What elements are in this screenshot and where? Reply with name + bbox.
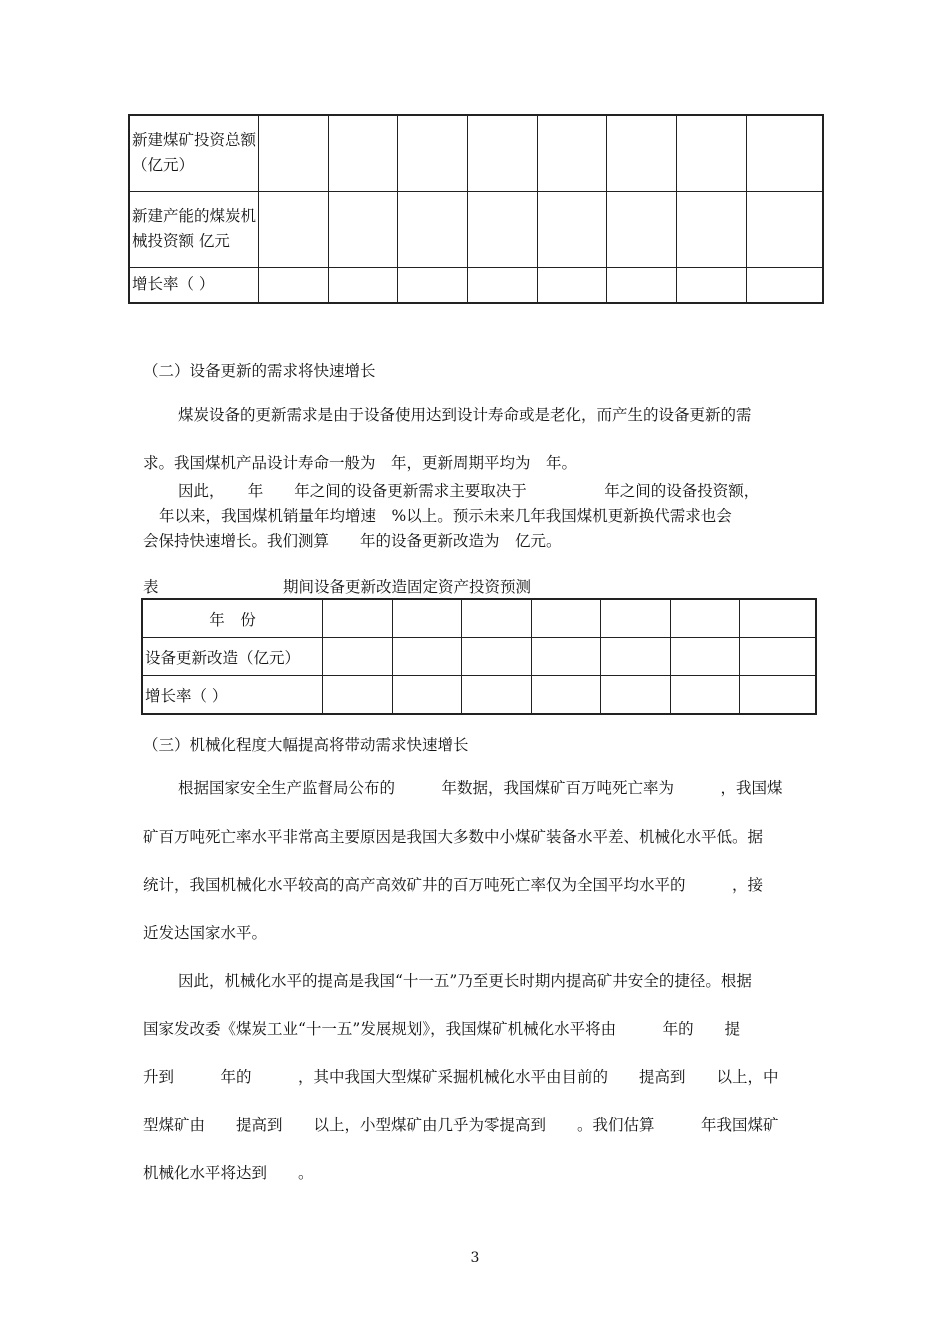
row-label: 增长率（ ） (129, 267, 259, 303)
table-row (129, 267, 823, 303)
page-number: 3 (470, 1250, 480, 1266)
row-label: 新建煤矿投资总额（亿元） (129, 115, 259, 191)
row-label: 新建产能的煤炭机械投资额 亿元 (129, 191, 259, 267)
table-cell (670, 638, 740, 676)
table-cell (746, 191, 823, 267)
paragraph-line: 国家发改委《煤炭工业“十一五”发展规划》，我国煤矿机械化水平将由 年的 提 (143, 1020, 741, 1038)
table-cell (531, 676, 601, 715)
table-cell (531, 638, 601, 676)
table-cell (468, 267, 538, 303)
table-cell (601, 676, 671, 715)
table-cell (259, 267, 329, 303)
table-cell (323, 599, 393, 638)
table-cell (531, 599, 601, 638)
paragraph-line: 因此，机械化水平的提高是我国“十一五”乃至更长时期内提高矿井安全的捷径。根据 (178, 972, 752, 990)
table-cell (740, 599, 817, 638)
table-cell (537, 191, 607, 267)
paragraph-line: 机械化水平将达到 。 (143, 1164, 314, 1182)
table-cell (398, 115, 468, 191)
table-cell (670, 676, 740, 715)
table-cell (462, 676, 532, 715)
table-cell (677, 191, 747, 267)
row-label: 设备更新改造（亿元） (142, 638, 323, 676)
paragraph-line: 求。我国煤机产品设计寿命一般为 年，更新周期平均为 年。 (143, 454, 578, 472)
paragraph-line: 因此， 年 年之间的设备更新需求主要取决于 年之间的设备投资额， (178, 482, 760, 500)
table-cell (746, 115, 823, 191)
table-cell (328, 267, 398, 303)
table-cell (537, 115, 607, 191)
table-cell (392, 676, 462, 715)
table-cell (323, 638, 393, 676)
paragraph-line: 统计，我国机械化水平较高的高产高效矿井的百万吨死亡率仅为全国平均水平的 ，接 (143, 876, 764, 894)
coal-investment-table (128, 114, 824, 304)
paragraph-line: 根据国家安全生产监督局公布的 年数据，我国煤矿百万吨死亡率为 ，我国煤 (178, 779, 783, 797)
section-heading: （三）机械化程度大幅提高将带动需求快速增长 (143, 736, 469, 754)
table-cell (746, 267, 823, 303)
table-cell (601, 599, 671, 638)
table-cell (607, 267, 677, 303)
table-cell (259, 191, 329, 267)
table-row (142, 638, 816, 676)
table-cell (398, 267, 468, 303)
row-label: 增长率（ ） (142, 676, 323, 715)
table-cell (468, 115, 538, 191)
table-cell (392, 638, 462, 676)
paragraph-line: 矿百万吨死亡率水平非常高主要原因是我国大多数中小煤矿装备水平差、机械化水平低。据 (143, 828, 764, 846)
table-row (129, 191, 823, 267)
table-caption-prefix: 表 (143, 578, 159, 596)
table-cell (607, 191, 677, 267)
table-cell (670, 599, 740, 638)
table-cell (468, 191, 538, 267)
table-cell (462, 599, 532, 638)
paragraph-line: 升到 年的 ，其中我国大型煤矿采掘机械化水平由目前的 提高到 以上，中 (143, 1068, 779, 1086)
table-cell (392, 599, 462, 638)
table-caption-title: 期间设备更新改造固定资产投资预测 (283, 578, 532, 596)
table-cell (328, 191, 398, 267)
table-cell (462, 638, 532, 676)
table-cell (740, 638, 817, 676)
paragraph-line: 年以来，我国煤机销量年均增速 %以上。预示未来几年我国煤机更新换代需求也会 (159, 507, 732, 525)
section-heading: （二）设备更新的需求将快速增长 (143, 362, 376, 380)
row-label: 年 份 (142, 599, 323, 638)
table-cell (607, 115, 677, 191)
table-cell (398, 191, 468, 267)
table-cell (677, 267, 747, 303)
table-row (142, 599, 816, 638)
paragraph-line: 煤炭设备的更新需求是由于设备使用达到设计寿命或是老化，而产生的设备更新的需 (178, 406, 752, 424)
table-cell (537, 267, 607, 303)
paragraph-line: 型煤矿由 提高到 以上，小型煤矿由几乎为零提高到 。我们估算 年我国煤矿 (143, 1116, 779, 1134)
paragraph-line: 近发达国家水平。 (143, 924, 268, 942)
paragraph-line: 会保持快速增长。我们测算 年的设备更新改造为 亿元。 (143, 532, 562, 550)
table-row (142, 676, 816, 715)
table-cell (328, 115, 398, 191)
table-cell (740, 676, 817, 715)
equipment-renewal-table (141, 598, 817, 715)
table-cell (323, 676, 393, 715)
table-cell (601, 638, 671, 676)
table-cell (677, 115, 747, 191)
table-cell (259, 115, 329, 191)
table-row (129, 115, 823, 191)
